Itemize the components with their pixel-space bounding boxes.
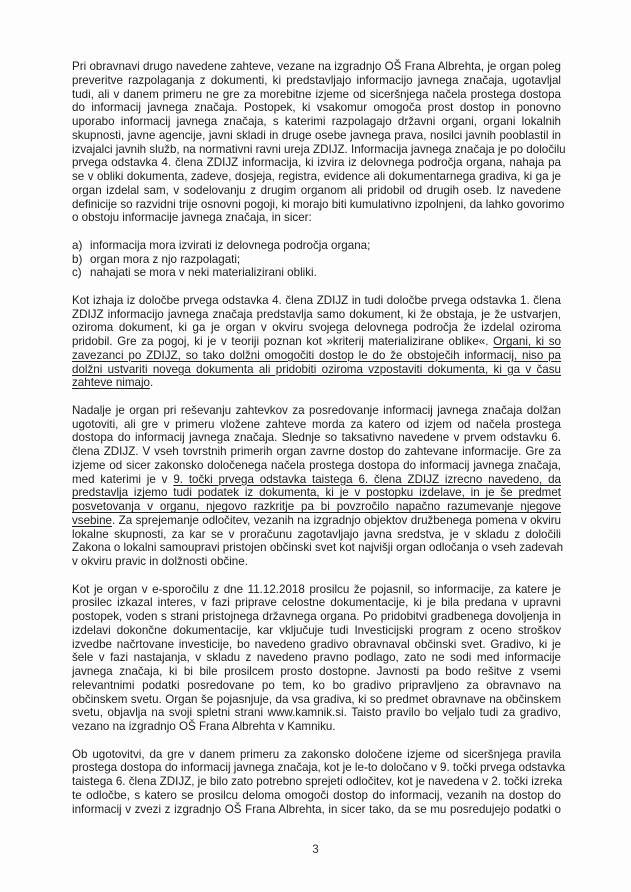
text-segment: med katerimi je v [72, 472, 174, 486]
text-line [72, 335, 561, 349]
underlined-line: posvetovanja v organu, njegovo razkritje pa bi povzročilo napačno razumevanje njegove [72, 500, 561, 513]
list-item [72, 266, 561, 280]
text-line: do informacij javnega značaja. Postopek, ki vsakomur omogoča prost dostop in ponovno [72, 101, 561, 115]
text-segment: . [149, 376, 154, 390]
text-line: izdelavi dokončne dokumentacije, kar vključuje tudi Investicijski program z oceno stroškov [72, 623, 561, 637]
text-line: Nadalje je organ pri reševanju zahtevkov za posredovanje informacij javnega značaja dolžan [72, 403, 561, 417]
text-line: taistega 6. člena ZDIJZ, je bilo zato potrebno sprejeti odločitev, kot je navedena v 2. točki izreka [72, 775, 563, 788]
text-line: te odločbe, s katero se prosilcu deloma omogoči dostop do informacij, vezanih na dostop do [72, 788, 561, 802]
paragraph-intro [72, 60, 566, 225]
text-segment: . Za sprejemanje odločitev, vezanih na izgradnjo objektov družbenega pomena v okviru [111, 513, 561, 527]
text-line: informacij v zvezi z izgradnjo OŠ Frana Albrehta, in sicer tako, da se mu posredujejo podatki o [72, 802, 561, 816]
text-line [72, 514, 561, 528]
text-line [72, 376, 561, 390]
text-line: ugotoviti, ali gre v primeru vložene zahteve morda za katero od izjem od načela prostega [72, 417, 561, 431]
document-body [72, 60, 566, 830]
text-line: uporabo informacij javnega značaja, s katerimi razpolagajo državni organi, organi lokalnih [72, 115, 561, 128]
underlined-text: 9. točki prvega odstavka taistega 6. člena ZDIJZ izrecno navedeno, da [173, 472, 562, 486]
list-marker: c) [72, 266, 82, 280]
text-line: definicije so razvidni trije osnovni pogoji, ki morajo biti kumulativno izpolnjeni, da lahko govorimo [72, 197, 565, 211]
list-item-text: nahajati se mora v neki materializirani obliki. [90, 266, 317, 280]
paragraph-exceptions [72, 403, 564, 569]
text-line: člena ZDIJZ. V vseh tovrstnih primerih organ zavrne dostop do zahtevane informacije. Gre za [72, 445, 561, 458]
paragraph-decision [72, 747, 566, 817]
list-item [72, 239, 561, 253]
conditions-list [72, 239, 561, 280]
text-line: preveritve razpolaganja z dokumenti, ki predstavljajo informacijo javnega značaja, ugotavljal [72, 73, 561, 87]
text-line: dostopa do informacij javnega značaja. Slednje so taksativno navedene v prvem odstavku 6. [72, 431, 561, 445]
underlined-text: vsebine [72, 513, 112, 527]
text-line: prosilec izkazal interes, v fazi priprave celostne dokumentacije, ki je bila predana v upravni [72, 596, 561, 610]
list-marker: b) [72, 252, 83, 266]
underlined-line: dolžni ustvariti novega dokumenta ali pridobiti oziroma vzpostaviti dokumenta, ki ga v času [72, 362, 561, 376]
text-line: se v obliki dokumenta, zadeve, dosjeja, registra, evidence ali dokumentarnega gradiva, ki ga je [72, 170, 561, 183]
page-number: 3 [312, 843, 319, 856]
text-line: postopek, voden s strani pristojnega državnega organa. Po pridobitvi gradbenega dovoljenja in [72, 610, 561, 623]
text-line: Kot izhaja iz določbe prvega odstavka 4. člena ZDIJZ in tudi določbe prvega odstavka 1. člena [72, 293, 561, 307]
list-item [72, 253, 561, 267]
underlined-line: predstavlja izjemo tudi podatek iz dokumenta, ki je v postopku izdelave, in je še predmet [72, 486, 561, 500]
text-line: relevantnimi podatki posredovane po tem, ko bo gradivo pripravljeno za obravnavo na [72, 678, 561, 692]
text-line: občinskem svetu. Organ še pojasnjuje, da vsa gradiva, ki so predmet obravnave na občinskem [72, 692, 561, 706]
text-line: skupnosti, javne agencije, javni skladi in druge osebe javnega prava, nosilci javnih pooblastil in [72, 128, 561, 142]
underlined-text: zahteve nimajo [72, 376, 150, 390]
underlined-line: zavezanci po ZDIJZ, so tako dolžni omogočiti dostop le do že obstoječih informacij, niso pa [72, 348, 561, 362]
text-line: v okviru pravic in dolžnosti občine. [72, 555, 248, 568]
text-line: izjeme od sicer zakonsko določenega načela prostega dostopa do informacij javnega značaja, [72, 458, 561, 472]
list-item-text: informacija mora izvirati iz delovnega področja organa; [90, 238, 371, 252]
list-marker: a) [72, 238, 83, 252]
text-line: organ izdelal sam, v sodelovanju z drugim organom ali pridobil od drugih oseb. Iz navedene [72, 183, 561, 197]
text-segment: pridobil. Gre za pogoj, ki je v teoriji poznan kot »kriterij materializirane oblike«. [72, 335, 494, 348]
text-line: o obstoju informacije javnega značaja, in sicer: [72, 211, 312, 225]
text-line: prvega odstavka 4. člena ZDIJZ informacija, ki izvira iz delovnega področja organa, nahaja pa [72, 156, 561, 170]
text-line: šele v fazi nastajanja, v skladu z navedeno pravno podlago, zato ne sodi med informacije [72, 651, 561, 665]
text-line: ZDIJZ informacijo javnega značaja predstavlja samo dokument, ki že obstaja, je že ustvarjen, [72, 307, 561, 321]
text-line [72, 473, 561, 487]
paragraph-email-explanation [72, 583, 561, 734]
text-line: izvedbe načrtovane investicije, bo navedeno gradivo obravnaval občinski svet. Gradivo, ki je [72, 637, 561, 651]
text-line: Pri obravnavi drugo navedene zahteve, vezane na izgradnjo OŠ Frana Albrehta, je organ poleg [72, 60, 561, 73]
text-line: svetu, objavlja na svoji spletni strani www.kamnik.si. Taisto pravilo bo veljalo tudi za gradivo, [72, 706, 561, 720]
paragraph-materialized-form [72, 294, 561, 390]
text-line: Ob ugotovitvi, da gre v danem primeru za zakonsko določene izjeme od siceršnjega pravila [72, 747, 561, 761]
text-line: vezano na izgradnjo OŠ Frana Albrehta v Kamniku. [72, 720, 336, 733]
text-line: lokalne skupnosti, za kar se v proračunu zagotavljajo javna sredstva, je v skladu z določili [72, 527, 561, 541]
text-line: javnega značaja, ki bi bile prosilcem prosto dostopne. Javnosti pa bodo rešitve z vsemi [72, 665, 561, 678]
underlined-text: Organi, ki so [493, 335, 561, 348]
text-line: Kot je organ v e-sporočilu z dne 11.12.2018 prosilcu že pojasnil, so informacije, za katere je [72, 582, 561, 596]
text-line: izvajalci javnih služb, na normativni ravni ureja ZDIJZ. Informacija javnega značaja je po določilu [72, 142, 566, 156]
list-item-text: organ mora z njo razpolagati; [90, 252, 241, 266]
text-line: Zakona o lokalni samoupravi pristojen občinski svet kot najvišji organ odločanja o vseh zadevah [72, 541, 564, 555]
text-line: oziroma dokument, ki ga je organ v okviru svojega delovnega področja že izdelal oziroma [72, 321, 561, 335]
text-line: prostega dostopa do informacij javnega značaja, kot je le-to določano v 9. točki prvega odstavka [72, 761, 566, 775]
text-line: tudi, ali v danem primeru ne gre za morebitne izjeme od siceršnjega načela prostega dostopa [72, 87, 561, 101]
